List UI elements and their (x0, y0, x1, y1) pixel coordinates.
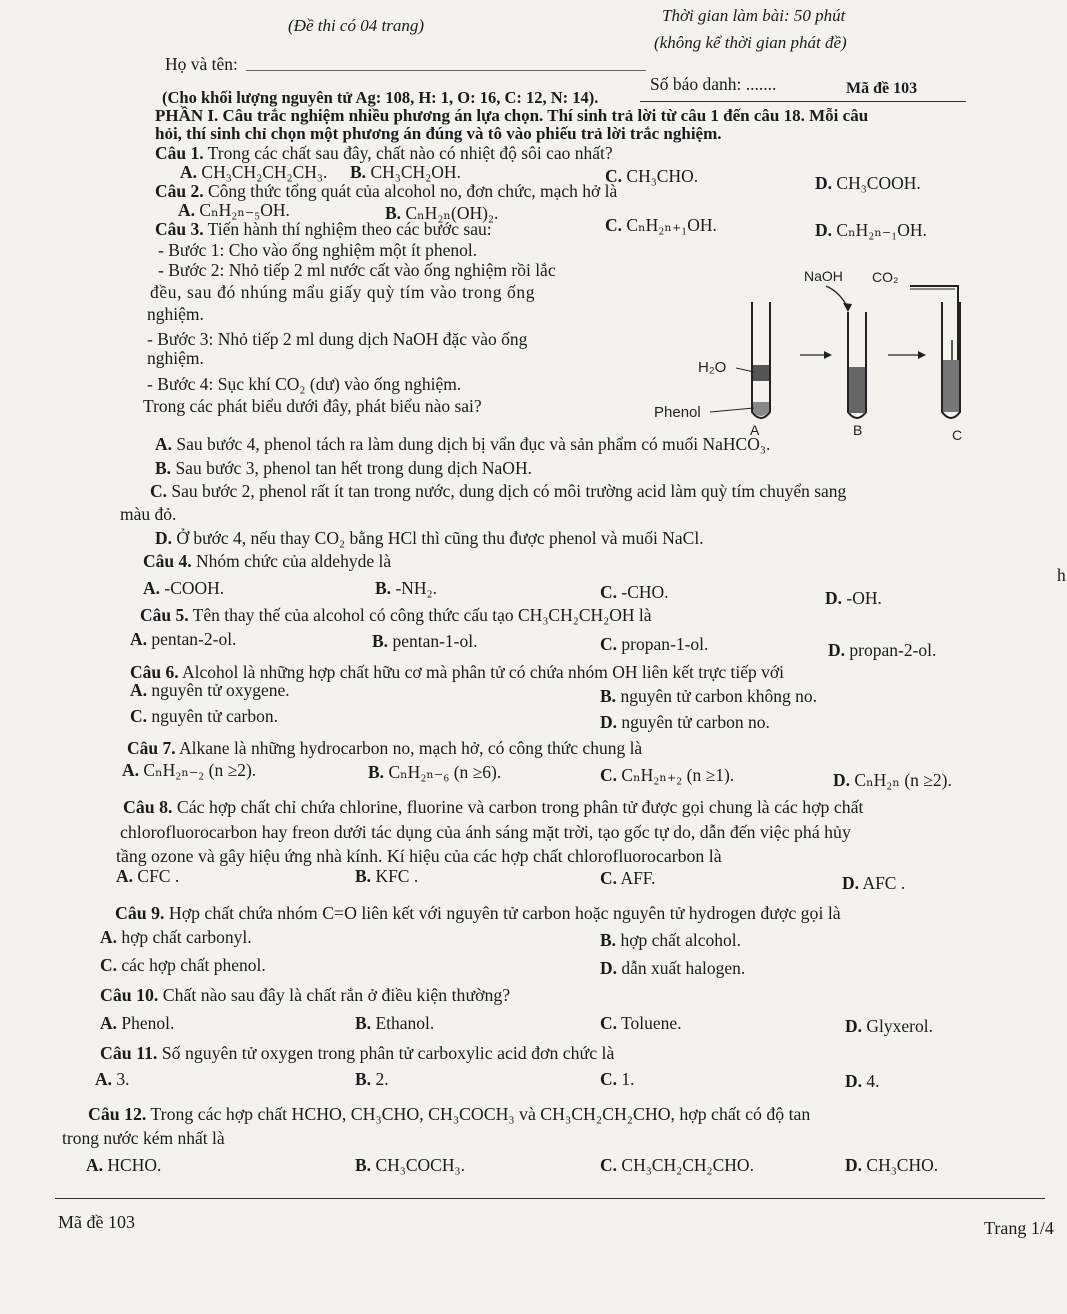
q7-option-c[interactable]: C. CₙH₂ₙ₊₂ (n ≥1). (600, 765, 735, 785)
q12-option-c[interactable]: C. CH₃CH₂CH₂CHO. (600, 1155, 754, 1175)
time-limit: Thời gian làm bài: 50 phút (662, 6, 846, 25)
sbd-label: Số báo danh: ....... (650, 74, 777, 94)
question-6: Câu 6. Alcohol là những hợp chất hữu cơ mà phân tử có chứa nhóm OH liên kết trực tiếp với (130, 662, 785, 682)
name-line (246, 70, 646, 71)
q3-step-3a: - Bước 3: Nhỏ tiếp 2 ml dung dịch NaOH đặc vào ống (147, 329, 528, 349)
q8-option-c[interactable]: C. AFF. (600, 868, 656, 888)
footer-exam-code: Mã đề 103 (58, 1212, 135, 1232)
question-7: Câu 7. Alkane là những hydrocarbon no, mạch hở, có công thức chung là (127, 738, 643, 758)
header-rule (640, 101, 966, 102)
name-label: Họ và tên: (165, 54, 238, 74)
q4-option-c[interactable]: C. -CHO. (600, 582, 669, 602)
q7-option-d[interactable]: D. CₙH₂ₙ (n ≥2). (833, 770, 952, 790)
q4-option-b[interactable]: B. -NH₂. (375, 578, 438, 598)
q9-option-b[interactable]: B. hợp chất alcohol. (600, 930, 741, 950)
q11-option-d[interactable]: D. 4. (845, 1071, 880, 1091)
question-1: Câu 1. Trong các chất sau đây, chất nào có nhiệt độ sôi cao nhất? (155, 143, 613, 163)
q12-option-a[interactable]: A. HCHO. (86, 1155, 162, 1175)
q6-option-d[interactable]: D. nguyên tử carbon no. (600, 712, 770, 732)
question-8: Câu 8. Các hợp chất chỉ chứa chlorine, fluorine và carbon trong phân tử được gọi chung là các hợp chất (123, 797, 864, 817)
tube-b-label: B (853, 422, 863, 438)
atomic-mass-note: (Cho khối lượng nguyên tử Ag: 108, H: 1, O: 16, C: 12, N: 14). (162, 88, 599, 107)
question-8-line-2: chlorofluorocarbon hay freon dưới tác dụng của ánh sáng mặt trời, tạo gốc tự do, dẫn đến việc phá hủy (120, 822, 851, 842)
q8-option-d[interactable]: D. AFC . (842, 873, 906, 893)
q9-option-a[interactable]: A. hợp chất carbonyl. (100, 927, 252, 947)
tube-c-solution (943, 360, 959, 412)
q11-option-b[interactable]: B. 2. (355, 1069, 389, 1089)
tube-b-solution (849, 367, 865, 413)
q3-step-2b: đều, sau đó nhúng mẩu giấy quỳ tím vào trong ống (150, 282, 536, 302)
phenol-label: Phenol (654, 404, 701, 421)
q9-option-c[interactable]: C. các hợp chất phenol. (100, 955, 266, 975)
q1-option-d[interactable]: D. CH₃COOH. (815, 173, 921, 193)
q7-option-b[interactable]: B. CₙH₂ₙ₋₆ (n ≥6). (368, 762, 502, 782)
question-5: Câu 5. Tên thay thế của alcohol có công thức cấu tạo CH₃CH₂CH₂OH là (140, 605, 652, 625)
q6-option-a[interactable]: A. nguyên tử oxygene. (130, 680, 290, 700)
tube-c-label: C (952, 427, 963, 443)
q3-step-1: - Bước 1: Cho vào ống nghiệm một ít phenol. (158, 240, 478, 260)
q3-step-3b: nghiệm. (147, 348, 204, 368)
q5-option-b[interactable]: B. pentan-1-ol. (372, 631, 478, 651)
q11-option-c[interactable]: C. 1. (600, 1069, 635, 1089)
arrow-b-to-c-head (918, 351, 926, 359)
q3-step-4: - Bước 4: Sục khí CO₂ (dư) vào ống nghiệm. (147, 374, 462, 394)
h2o-label: H₂O (698, 359, 727, 376)
test-tube-diagram (640, 262, 980, 450)
phenol-pointer (710, 408, 754, 412)
part1-instruction-2: hỏi, thí sinh chỉ chọn một phương án đúng và tô vào phiếu trả lời trắc nghiệm. (155, 124, 722, 143)
q3-question: Trong các phát biểu dưới đây, phát biểu nào sai? (143, 396, 482, 416)
q3-option-c[interactable]: C. Sau bước 2, phenol rất ít tan trong nước, dung dịch có môi trường acid làm quỳ tím chuyển sang (150, 481, 847, 501)
tube-a-water (753, 365, 769, 381)
q2-option-d[interactable]: D. CₙH₂ₙ₋₁OH. (815, 220, 927, 240)
time-limit-note: (không kể thời gian phát đề) (654, 33, 847, 52)
q5-option-c[interactable]: C. propan-1-ol. (600, 634, 709, 654)
part1-instruction-1: PHẦN I. Câu trắc nghiệm nhiều phương án lựa chọn. Thí sinh trả lời từ câu 1 đến câu 18. Mỗi câu (155, 106, 869, 125)
q4-option-d[interactable]: D. -OH. (825, 588, 882, 608)
question-12: Câu 12. Trong các hợp chất HCHO, CH₃CHO, CH₃COCH₃ và CH₃CH₂CH₂CHO, hợp chất có độ tan (88, 1104, 811, 1124)
q3-step-2c: nghiệm. (147, 304, 204, 324)
naoh-arrowhead (843, 303, 852, 312)
footer-page-number: Trang 1/4 (984, 1218, 1054, 1238)
q5-option-a[interactable]: A. pentan-2-ol. (130, 629, 237, 649)
q3-option-b[interactable]: B. Sau bước 3, phenol tan hết trong dung dịch NaOH. (155, 458, 532, 478)
q3-step-2a: - Bước 2: Nhỏ tiếp 2 ml nước cất vào ống nghiệm rồi lắc (158, 260, 556, 280)
q10-option-d[interactable]: D. Glyxerol. (845, 1016, 933, 1036)
question-4: Câu 4. Nhóm chức của aldehyde là (143, 551, 392, 571)
question-10: Câu 10. Chất nào sau đây là chất rắn ở điều kiện thường? (100, 985, 511, 1005)
tube-a-label: A (750, 422, 760, 438)
q2-option-a[interactable]: A. CₙH₂ₙ₋₅OH. (178, 200, 290, 220)
q8-option-a[interactable]: A. CFC . (116, 866, 180, 886)
q6-option-c[interactable]: C. nguyên tử carbon. (130, 706, 278, 726)
co2-label: CO₂ (872, 269, 899, 285)
q12-option-d[interactable]: D. CH₃CHO. (845, 1155, 939, 1175)
question-3: Câu 3. Tiến hành thí nghiệm theo các bước sau: (155, 219, 492, 239)
q10-option-b[interactable]: B. Ethanol. (355, 1013, 435, 1033)
q4-option-a[interactable]: A. -COOH. (143, 578, 225, 598)
page-count-note: (Đề thi có 04 trang) (288, 16, 424, 35)
exam-code-top: Mã đề 103 (846, 80, 918, 97)
footer-rule (55, 1198, 1045, 1199)
arrow-a-to-b-head (824, 351, 832, 359)
tube-a (752, 302, 770, 418)
question-12-line-2: trong nước kém nhất là (62, 1128, 225, 1148)
q3-option-c-cont: màu đỏ. (120, 504, 177, 524)
question-11: Câu 11. Số nguyên tử oxygen trong phân tử carboxylic acid đơn chức là (100, 1043, 615, 1063)
question-9: Câu 9. Hợp chất chứa nhóm C=O liên kết với nguyên tử carbon hoặc nguyên tử hydrogen được gọi là (115, 903, 841, 923)
q10-option-a[interactable]: A. Phenol. (100, 1013, 175, 1033)
q1-option-c[interactable]: C. CH₃CHO. (605, 166, 699, 186)
page-edge-char: h (1057, 565, 1066, 585)
q3-option-a[interactable]: A. Sau bước 4, phenol tách ra làm dung dịch bị vẩn đục và sản phẩm có muối NaHCO₃. (155, 434, 771, 454)
naoh-label: NaOH (804, 268, 843, 284)
q8-option-b[interactable]: B. KFC . (355, 866, 419, 886)
q1-option-a[interactable]: A. CH₃CH₂CH₂CH₃. (180, 162, 328, 182)
q10-option-c[interactable]: C. Toluene. (600, 1013, 682, 1033)
q7-option-a[interactable]: A. CₙH₂ₙ₋₂ (n ≥2). (122, 760, 257, 780)
question-8-line-3: tầng ozone và gây hiệu ứng nhà kính. Kí hiệu của các hợp chất chlorofluorocarbon là (116, 846, 722, 866)
q1-option-b[interactable]: B. CH₃CH₂OH. (350, 162, 461, 182)
q2-option-c[interactable]: C. CₙH₂ₙ₊₁OH. (605, 215, 717, 235)
q11-option-a[interactable]: A. 3. (95, 1069, 130, 1089)
q2-option-b[interactable]: B. CₙH₂ₙ(OH)₂. (385, 203, 499, 223)
q9-option-d[interactable]: D. dẫn xuất halogen. (600, 958, 746, 978)
q3-option-d[interactable]: D. Ở bước 4, nếu thay CO₂ bằng HCl thì cũng thu được phenol và muối NaCl. (155, 528, 704, 548)
q6-option-b[interactable]: B. nguyên tử carbon không no. (600, 686, 818, 706)
tube-a-phenol (753, 402, 769, 416)
q5-option-d[interactable]: D. propan-2-ol. (828, 640, 937, 660)
question-2: Câu 2. Công thức tổng quát của alcohol no, đơn chức, mạch hở là (155, 181, 618, 201)
q12-option-b[interactable]: B. CH₃COCH₃. (355, 1155, 465, 1175)
